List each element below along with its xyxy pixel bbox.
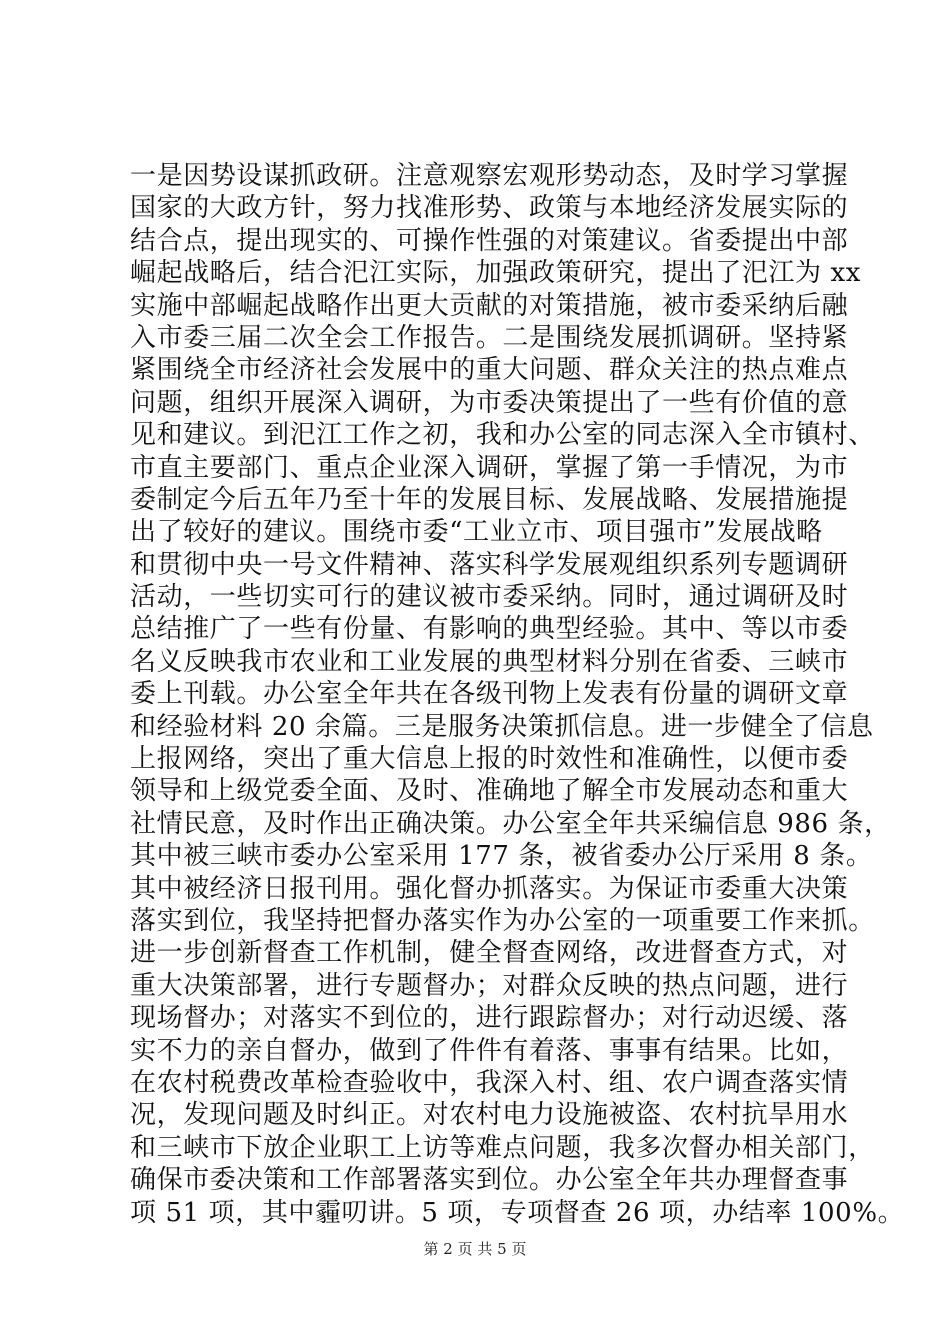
text-line-23: 其中被经济日报刊用。强化督办抓落实。为保证市委重大决策 [130, 873, 849, 904]
text-line-27: 现场督办；对落实不到位的，进行跟踪督办；对行动迟缓、落 [130, 1003, 849, 1034]
text-line-32: 确保市委决策和工作部署落实到位。办公室全年共办理督查事 [130, 1165, 849, 1196]
text-line-28: 实不力的亲自督办，做到了件件有着落、事事有结果。比如， [130, 1035, 849, 1066]
text-line-12: 出了较好的建议。围绕市委“工业立市、项目强市”发展战略 [130, 517, 823, 548]
text-line-14: 活动，一些切实可行的建议被市委采纳。同时，通过调研及时 [130, 582, 849, 613]
text-line-15: 总结推广了一些有份量、有影响的典型经验。其中、等以市委 [130, 614, 849, 645]
text-line-1: 一是因势设谋抓政研。注意观察宏观形势动态，及时学习掌握 [130, 161, 849, 191]
text-line-21: 社情民意，及时作出正确决策。办公室全年共采编信息 986 条， [130, 808, 891, 839]
text-line-33: 项 51 项，其中霾叨讲。5 项，专项督查 26 项，办结率 100%。 [130, 1197, 905, 1228]
text-line-11: 委制定今后五年乃至十年的发展目标、发展战略、发展措施提 [130, 484, 849, 515]
text-line-29: 在农村税费改革检查验收中，我深入村、组、农户调查落实情 [130, 1067, 849, 1098]
text-line-8: 问题，组织开展深入调研，为市委决策提出了一些有价值的意 [130, 387, 849, 418]
text-line-6: 入市委三届二次全会工作报告。二是围绕发展抓调研。坚持紧 [130, 322, 849, 353]
text-line-24: 落实到位，我坚持把督办落实作为办公室的一项重要工作来抓。 [130, 905, 875, 936]
text-line-22: 其中被三峡市委办公室采用 177 条，被省委办公厅采用 8 条。 [130, 841, 873, 872]
text-line-13: 和贯彻中央一号文件精神、落实科学发展观组织系列专题调研 [130, 549, 849, 580]
text-line-2: 国家的大政方针，努力找准形势、政策与本地经济发展实际的 [130, 193, 849, 224]
text-line-26: 重大决策部署，进行专题督办；对群众反映的热点问题，进行 [130, 970, 849, 1001]
text-line-30: 况，发现问题及时纠正。对农村电力设施被盗、农村抗旱用水 [130, 1100, 849, 1131]
text-line-10: 市直主要部门、重点企业深入调研，掌握了第一手情况，为市 [130, 452, 849, 483]
text-line-16: 名义反映我市农业和工业发展的典型材料分别在省委、三峡市 [130, 646, 849, 677]
text-line-4: 崛起战略后，结合汜江实际，加强政策研究，提出了汜江为 xx [130, 258, 861, 289]
text-line-25: 进一步创新督查工作机制，健全督查网络，改进督查方式，对 [130, 938, 849, 969]
text-line-5: 实施中部崛起战略作出更大贡献的对策措施，被市委采纳后融 [130, 290, 849, 321]
text-line-18: 和经验材料 20 余篇。三是服务决策抓信息。进一步健全了信息 [130, 711, 874, 742]
text-line-7: 紧围绕全市经济社会发展中的重大问题、群众关注的热点难点 [130, 355, 849, 386]
text-line-20: 领导和上级党委全面、及时、准确地了解全市发展动态和重大 [130, 776, 849, 807]
text-line-17: 委上刊载。办公室全年共在各级刊物上发表有份量的调研文章 [130, 679, 849, 710]
page-number-footer: 第 2 页 共 5 页 [423, 1240, 527, 1258]
body-text [130, 160, 905, 1229]
text-line-3: 结合点，提出现实的、可操作性强的对策建议。省委提出中部 [130, 225, 849, 256]
text-line-19: 上报网络，突出了重大信息上报的时效性和准确性，以便市委 [130, 744, 849, 775]
text-line-31: 和三峡市下放企业职工上访等难点问题，我多次督办相关部门， [130, 1132, 875, 1163]
text-line-9: 见和建议。到汜江工作之初，我和办公室的同志深入全市镇村、 [130, 420, 875, 451]
